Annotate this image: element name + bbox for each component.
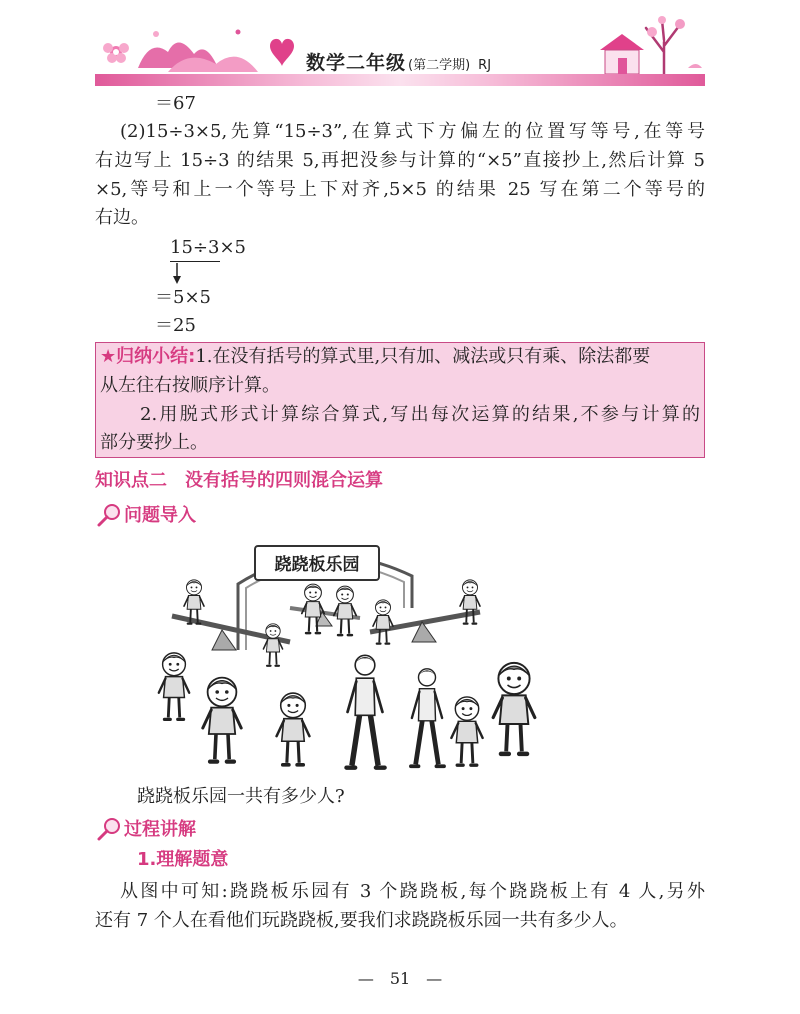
child-on-seesaw [334, 586, 356, 635]
walking-woman [411, 669, 444, 766]
header-left-decoration [98, 18, 298, 80]
heart-icon [270, 39, 294, 66]
book-term: (第二学期) [408, 58, 471, 73]
summary-line: 部分要抄上。 [100, 432, 208, 453]
dot-decoration [153, 31, 159, 37]
calc-underline [170, 261, 220, 262]
down-arrow-icon [171, 263, 183, 285]
calc-first-part: 15÷3 [170, 237, 220, 258]
child-on-seesaw [373, 600, 393, 644]
book-title: 数学二年级 [306, 52, 407, 74]
paragraph-line: (2)15÷3×5,先算“15÷3”,在算式下方偏左的位置写等号,在等号 [120, 121, 705, 142]
watching-boy [159, 653, 189, 720]
header-bar [95, 74, 705, 86]
paragraph-line: 右边写上 15÷3 的结果 5,再把没参与计算的“×5”直接抄上,然后计算 5 [95, 150, 705, 171]
intro-question: 跷跷板乐园一共有多少人? [137, 786, 345, 807]
intro-heading: 问题导入 [124, 505, 196, 526]
calc-second-part: ×5 [219, 237, 246, 258]
header-title [306, 50, 491, 76]
calc-step-2: ＝5×5 [155, 287, 211, 308]
park-sign-text: 跷跷板乐园 [274, 555, 360, 575]
process-heading: 过程讲解 [124, 819, 196, 840]
paragraph-line: 右边。 [95, 207, 149, 228]
child-on-seesaw [263, 624, 282, 666]
header-right-decoration [592, 12, 704, 78]
dot-decoration [236, 30, 241, 35]
calc-step-3: ＝25 [155, 315, 196, 336]
paragraph-line: ×5,等号和上一个等号上下对齐,5×5 的结果 25 写在第二个等号的 [95, 179, 705, 200]
section-title: 知识点二 没有括号的四则混合运算 [95, 470, 383, 491]
house-icon [600, 34, 644, 74]
magnifier-icon [96, 502, 122, 528]
summary-text: 1.在没有括号的算式里,只有加、减法或只有乘、除法都要 [195, 346, 651, 367]
flower-icon [103, 43, 129, 63]
watching-boy [203, 678, 241, 762]
page-number: — 51 — [357, 969, 443, 988]
watching-boy [493, 663, 535, 754]
walking-girl [451, 697, 482, 765]
summary-line: 2.用脱式形式计算综合算式,写出每次运算的结果,不参与计算的 [140, 404, 700, 425]
seesaw-park-illustration [150, 538, 540, 778]
bush-decoration [688, 64, 702, 68]
process-line: 还有 7 个人在看他们玩跷跷板,要我们求跷跷板乐园一共有多少人。 [95, 910, 628, 931]
watching-child [277, 693, 310, 765]
summary-line: 从左往右按顺序计算。 [100, 375, 280, 396]
previous-result: ＝67 [155, 93, 196, 114]
calc-expression [170, 235, 246, 261]
tree-icon [646, 16, 685, 76]
process-line: 从图中可知:跷跷板乐园有 3 个跷跷板,每个跷跷板上有 4 人,另外 [120, 881, 705, 902]
walking-man [346, 655, 384, 767]
book-edition: RJ [478, 58, 492, 73]
process-step-title: 1.理解题意 [137, 849, 229, 870]
summary-label: ★归纳小结: [100, 346, 196, 367]
summary-line [100, 344, 700, 370]
magnifier-icon [96, 816, 122, 842]
